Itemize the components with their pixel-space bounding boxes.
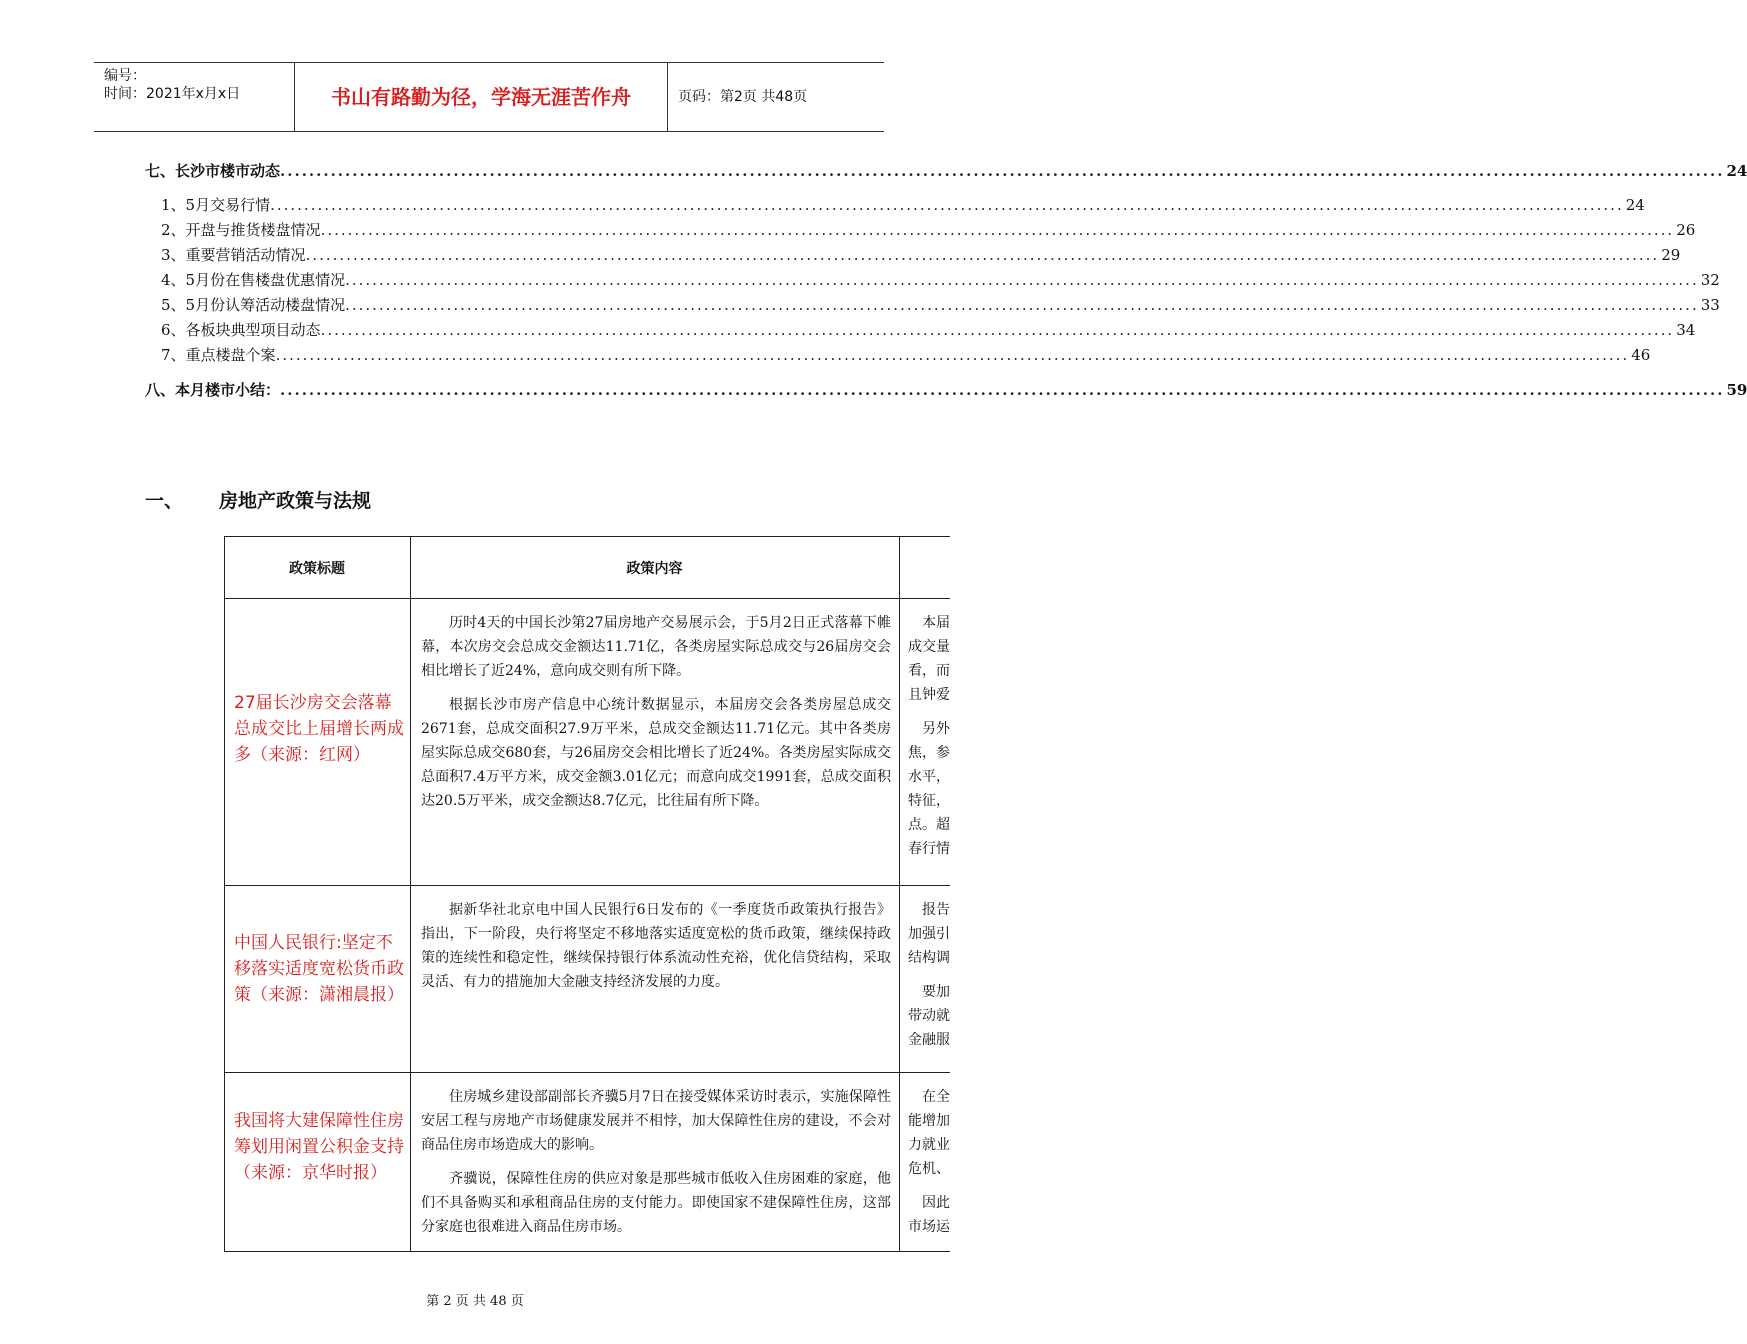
toc-entry[interactable] [145, 379, 1747, 400]
toc-leader-dots: ........................................................................................................................................................................................................ [280, 381, 1725, 399]
truncated-line: 能增加 [908, 1113, 950, 1129]
table-border [224, 536, 225, 1252]
truncated-line: 带动就 [908, 1008, 950, 1024]
toc-entry-number: 3、 [161, 246, 186, 264]
truncated-line: 看，而 [908, 663, 950, 679]
toc-entry-number: 4、 [161, 271, 186, 289]
truncated-line: 本届 [922, 615, 950, 631]
truncated-paragraph [908, 980, 968, 1052]
truncated-line: 市场运 [908, 1219, 950, 1235]
column-header-content: 政策内容 [626, 561, 683, 577]
header-page-cell [668, 63, 884, 131]
table-border [224, 1072, 950, 1073]
toc-entry[interactable] [145, 244, 1681, 265]
toc-entry-number: 7、 [161, 346, 186, 364]
toc-entry-number: 5、 [161, 296, 186, 314]
truncated-line: 结构调 [908, 950, 950, 966]
toc-entry-page: 29 [1661, 246, 1681, 264]
toc-entry[interactable] [145, 319, 1696, 340]
toc-entry-title: 各板块典型项目动态 [185, 321, 321, 339]
table-border [899, 536, 900, 1252]
toc-entry[interactable] [145, 160, 1747, 181]
policy-paragraph: 历时4天的中国长沙第27届房地产交易展示会，于5月2日正式落幕下帷幕，本次房交会总成交金额达11.71亿，各类房屋实际总成交与26届房交会相比增长了近24%，意向成交则有所下降。 [421, 615, 891, 679]
toc-entry-title: 5月交易行情 [185, 196, 271, 214]
toc-entry-title: 开盘与推货楼盘情况 [185, 221, 321, 239]
truncated-line: 另外 [922, 721, 950, 737]
table-border [224, 1251, 950, 1252]
toc-entry-page: 24 [1726, 162, 1747, 180]
truncated-line: 报告 [922, 902, 950, 918]
header-motto: 书山有路勤为径，学海无涯苦作舟 [331, 85, 631, 109]
table-border [224, 885, 950, 886]
toc-entry-number: 6、 [161, 321, 186, 339]
toc-entry-title: 本月楼市小结： [175, 381, 281, 399]
serial-label: 编号： [104, 68, 146, 84]
toc-entry-title: 5月份在售楼盘优惠情况 [185, 271, 346, 289]
truncated-column-text [908, 611, 968, 871]
toc-leader-dots: ........................................................................................................................................................................................................ [275, 346, 1630, 364]
truncated-paragraph [908, 611, 968, 707]
toc-entry-page: 34 [1676, 321, 1696, 339]
truncated-line: 成交量 [908, 639, 950, 655]
policy-content [421, 611, 891, 823]
truncated-line: 点。超 [908, 817, 950, 833]
toc-leader-dots: ........................................................................................................................................................................................................ [270, 196, 1624, 214]
truncated-line: 要加 [922, 984, 950, 1000]
truncated-line: 危机、 [908, 1161, 950, 1177]
table-border [224, 598, 950, 599]
section-number: 一、 [145, 490, 184, 512]
toc-entry-number: 七、 [145, 162, 176, 180]
truncated-line: 在全 [922, 1089, 950, 1105]
toc-entry-title: 重要营销活动情况 [185, 246, 306, 264]
page-footer: 第 2 页 共 48 页 [426, 1294, 524, 1309]
policy-paragraph: 据新华社北京电中国人民银行6日发布的《一季度货币政策执行报告》指出，下一阶段，央行将坚定不移地落实适度宽松的货币政策，继续保持政策的连续性和稳定性，继续保持银行体系流动性充裕，优化信贷结构，采取灵活、有力的措施加大金融支持经济发展的力度。 [421, 902, 891, 990]
truncated-line: 金融服 [908, 1032, 950, 1048]
toc-entry-number: 2、 [161, 221, 186, 239]
policy-content [421, 898, 891, 1004]
toc-entry[interactable] [145, 269, 1720, 290]
toc-entry-title: 长沙市楼市动态 [175, 162, 281, 180]
table-border [410, 536, 411, 1252]
column-header-title: 政策标题 [289, 561, 345, 577]
header-motto-cell [295, 63, 668, 131]
truncated-column-text [908, 898, 968, 1062]
toc-leader-dots: ........................................................................................................................................................................................................ [280, 162, 1725, 180]
toc-entry[interactable] [145, 344, 1651, 365]
toc-leader-dots: ........................................................................................................................................................................................................ [320, 321, 1675, 339]
truncated-line: 加强引 [908, 926, 950, 942]
toc-leader-dots: ........................................................................................................................................................................................................ [345, 296, 1699, 314]
toc-entry-number: 1、 [161, 196, 186, 214]
truncated-column-text [908, 1085, 968, 1249]
toc-entry[interactable] [145, 219, 1696, 240]
toc-entry-page: 46 [1631, 346, 1651, 364]
policy-paragraph: 齐骥说，保障性住房的供应对象是那些城市低收入住房困难的家庭，他们不具备购买和承租商品住房的支付能力。即使国家不建保障性住房，这部分家庭也很难进入商品住房市场。 [421, 1171, 891, 1235]
truncated-line: 力就业 [908, 1137, 950, 1153]
page-header [94, 62, 884, 132]
truncated-line: 且钟爱 [908, 687, 950, 703]
toc-entry-title: 重点楼盘个案 [185, 346, 276, 364]
section-title: 房地产政策与法规 [219, 490, 372, 512]
time-label: 时间：2021年x月x日 [104, 86, 241, 102]
toc-entry-page: 24 [1625, 196, 1645, 214]
toc-entry[interactable] [145, 194, 1645, 215]
policy-paragraph: 根据长沙市房产信息中心统计数据显示，本届房交会各类房屋总成交2671套，总成交面积27.9万平米，总成交金额达11.71亿元。其中各类房屋实际总成交680套，与26届房交会相比增长了近24%。各类房屋实际成交总面积7.4万平方米，成交金额3.01亿元；而意向成交1991套，总成交面积达20.5万平米，成交金额达8.7亿元，比往届有所下降。 [421, 697, 891, 809]
policy-paragraph: 住房城乡建设部副部长齐骥5月7日在接受媒体采访时表示，实施保障性安居工程与房地产市场健康发展并不相悖，加大保障性住房的建设，不会对商品住房市场造成大的影响。 [421, 1089, 891, 1153]
truncated-paragraph [908, 717, 968, 861]
toc-leader-dots: ........................................................................................................................................................................................................ [320, 221, 1675, 239]
toc-entry-number: 八、 [145, 381, 176, 399]
truncated-line: 因此 [922, 1195, 950, 1211]
toc-entry-page: 59 [1726, 381, 1747, 399]
header-meta-cell [94, 63, 295, 131]
toc-entry-page: 26 [1676, 221, 1696, 239]
toc-leader-dots: ........................................................................................................................................................................................................ [305, 246, 1660, 264]
truncated-line: 春行情 [908, 841, 950, 857]
policy-title: 27届长沙房交会落幕 总成交比上届增长两成多（来源：红网） [234, 693, 404, 765]
table-border [224, 536, 950, 537]
policy-title: 我国将大建保障性住房 筹划用闲置公积金支持（来源：京华时报） [234, 1111, 404, 1183]
truncated-paragraph [908, 1191, 968, 1239]
toc-entry-title: 5月份认筹活动楼盘情况 [185, 296, 346, 314]
policy-table [224, 536, 950, 1252]
toc-entry-page: 33 [1700, 296, 1720, 314]
toc-leader-dots: ........................................................................................................................................................................................................ [345, 271, 1699, 289]
policy-title: 中国人民银行:坚定不移落实适度宽松货币政策（来源：潇湘晨报） [234, 933, 404, 1005]
toc-entry-page: 32 [1700, 271, 1720, 289]
truncated-paragraph [908, 898, 968, 970]
truncated-line: 特征， [908, 793, 950, 809]
truncated-line: 焦，参 [908, 745, 950, 761]
section-heading [145, 486, 371, 513]
toc-entry[interactable] [145, 294, 1720, 315]
truncated-paragraph [908, 1085, 968, 1181]
truncated-line: 水平， [908, 769, 950, 785]
header-page-info: 页码：第2页 共48页 [678, 89, 808, 105]
policy-content [421, 1085, 891, 1249]
